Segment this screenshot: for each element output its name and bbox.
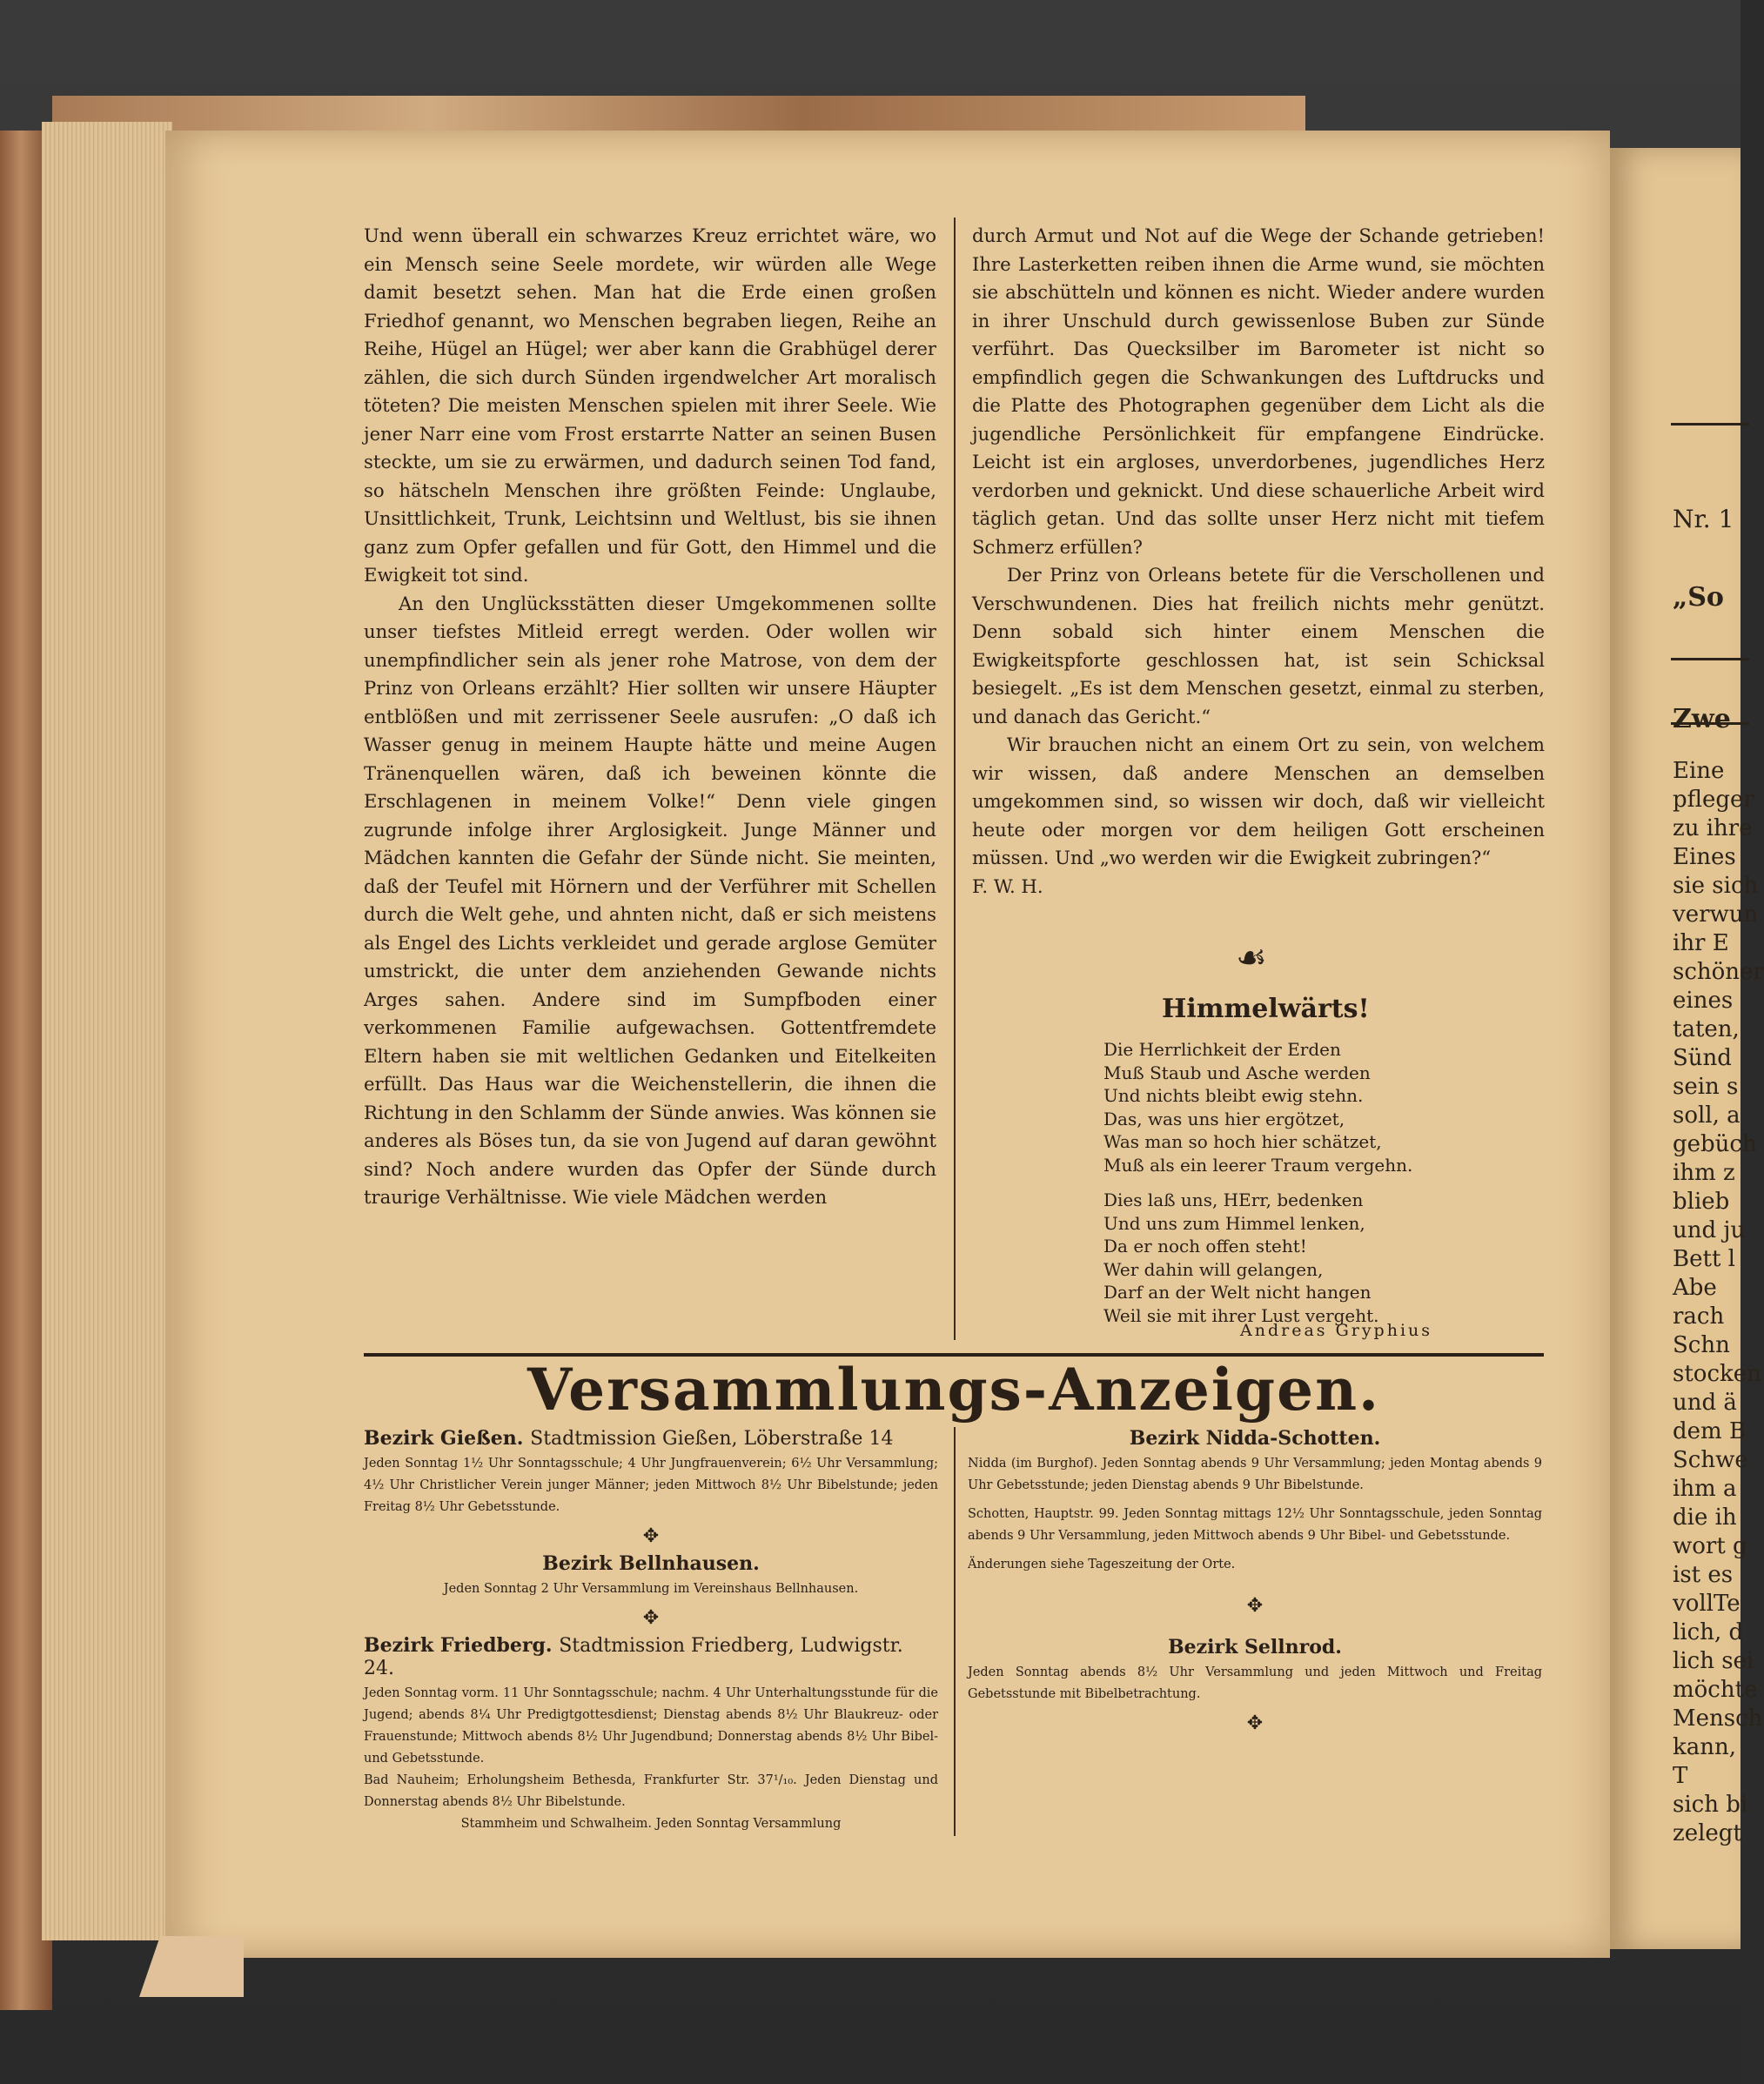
facing-page-line: stocken [1673,1361,1761,1387]
facing-page-line: ist es [1673,1562,1734,1588]
ad-nidda-schotten [968,1427,1542,1576]
article-paragraph: Und wenn überall ein schwarzes Kreuz errichtet wäre, wo ein Mensch seine Seele mordete, wir würden alle Wege damit besetzt sehen. Man hat die Erde einen großen Friedhof genannt, wo Menschen begraben liegen, Reihe an Reihe, Hügel an Hügel; wer aber kann die Grabhügel derer zählen, die sich durch Sünden irgendwelcher Art moralisch töteten? Die meisten Menschen spielen mit ihrer Seele. Wie jener Narr eine vom Frost erstarrte Natter an seinen Busen steckte, um sie zu erwärmen, und dadurch seinen Tod fand, so hätscheln Menschen ihre größten Feinde: Unglaube, Unsittlichkeit, Trunk, Leichtsinn und Weltlust, bis sie ihnen ganz zum Opfer gefallen und für Gott, den Himmel und die Ewigkeit tot sind. [364,224,936,586]
article-column-left [364,222,936,1212]
ad-heading: Bezirk Sellnrod. [1168,1636,1342,1658]
divider-ornament-icon: ✥ [1246,1712,1264,1734]
ad-note: Änderungen siehe Tageszeitung der Orte. [968,1558,1236,1571]
poem-line: Weil sie mit ihrer Lust vergeht. [1103,1304,1379,1326]
ad-bellnhausen [364,1552,938,1600]
ads-title: Versammlungs-Anzeigen. [527,1356,1381,1424]
divider-ornament-icon: ✥ [642,1525,660,1547]
facing-page-line: zu ihre [1673,815,1753,841]
facing-page-line: Eine [1673,758,1725,784]
poem-title: Himmelwärts! [1162,994,1370,1024]
facing-page-line: die ih [1673,1504,1737,1531]
facing-page-line: Sünd [1673,1045,1732,1071]
facing-page-line: blieb [1673,1189,1730,1215]
facing-page-line: Zwe [1673,704,1731,734]
poem-line: Das, was uns hier ergötzet, [1103,1108,1345,1129]
ad-heading: Bezirk Friedberg. Stadtmission Friedberg, Ludwigstr. 24. [364,1634,903,1679]
ad-text: Stammheim und Schwalheim. Jeden Sonntag Versammlung [460,1817,842,1831]
poem-author: Andreas Gryphius [1240,1321,1433,1340]
article-column-right [972,222,1545,901]
poem-line: Muß als ein leerer Traum vergehn. [1103,1154,1413,1176]
poem-line: Was man so hoch hier schätzet, [1103,1131,1382,1152]
facing-page-line: Schn [1673,1332,1730,1358]
facing-page-line: zelegt [1673,1820,1742,1846]
facing-page-line: ihr E [1673,930,1729,956]
ad-sellnrod [968,1636,1542,1705]
ad-heading: Bezirk Nidda-Schotten. [1129,1427,1381,1450]
facing-page-line: und ä [1673,1390,1737,1416]
ad-friedberg [364,1634,938,1835]
poem-line: Dies laß uns, HErr, bedenken [1103,1189,1364,1210]
facing-page-line: lich sei [1673,1648,1754,1674]
facing-page-line: sich bi [1673,1792,1748,1818]
facing-page-line: taten, [1673,1016,1740,1042]
poem-line: Muß Staub und Asche werden [1103,1062,1371,1083]
facing-page-line: ihm z [1673,1160,1735,1186]
facing-page-line: lich, d [1673,1619,1744,1645]
facing-page-line: möchte [1673,1677,1758,1703]
ads-column-left [364,1427,938,1842]
facing-page-line: Bett l [1673,1246,1735,1272]
facing-page-line: ihm a [1673,1476,1737,1502]
ad-giessen [364,1427,938,1518]
poem-line: Die Herrlichkeit der Erden [1103,1039,1341,1060]
facing-page-line: verwun [1673,901,1759,928]
article-paragraph: An den Unglücksstätten dieser Umgekommenen sollte unser tiefstes Mitleid erregt werden. Oder wollen wir unempfindlicher sein als jener rohe Matrose, von dem der Prinz von Orleans erzählt? Hier sollten wir unsere Häupter entblößen und mit zerrissener Seele ausrufen: „O daß ich Wasser genug in meinem Haupte hätte und meine Augen Tränenquellen wären, daß ich beweinen könnte die Erschlagenen in meinem Volke!“ Denn viele gingen zugrunde infolge ihrer Arglosigkeit. Junge Männer und Mädchen kannten die Gefahr der Sünde nicht. Sie meinten, daß der Teufel mit Hörnern und der Verführer mit Schellen durch die Welt gehe, und ahnten nicht, daß er sich meistens als Engel des Lichts verkleidet und gerade arglose Gemüter umstrickt, die unter dem anziehenden Gewande nichts Arges sahen. Andere sind im Sumpfboden einer verkommenen Familie aufgewachsen. Gottentfremdete Eltern haben sie mit weltlichen Gedanken und Eitelkeiten erfüllt. Das Haus war die Weichenstellerin, die ihnen die Richtung in den Schlamm der Sünde anwies. Was können sie anderes als Böses tun, da sie von Jugend auf daran gewöhnt sind? Noch andere wurden das Opfer der Sünde durch traurige Verhältnisse. Wie viele Mädchen werden [364,592,936,1208]
facing-page-line: kann, [1673,1734,1737,1760]
facing-page-line: rach [1673,1303,1725,1330]
divider-ornament-icon: ✥ [642,1607,660,1629]
article-paragraph: durch Armut und Not auf die Wege der Schande getrieben! Ihre Lasterketten reiben ihnen die Arme wund, sie möchten sie abschütteln und können es nicht. Wieder andere wurden in ihrer Unschuld durch gewissenlose Buben zur Sünde verführt. Das Quecksilber im Barometer ist nicht so empfindlich gegen die Schwankungen des Luftdrucks und die Platte des Photographen gegenüber dem Licht als die jugendliche Persönlichkeit für empfangene Eindrücke. Leicht ist ein argloses, unverdorbenes, jugendliches Herz verdorben und geknickt. Und diese schauerliche Arbeit wird täglich getan. Und das sollte unser Herz nicht mit tiefem Schmerz erfüllen? [972,224,1545,558]
facing-page-line: gebüch [1673,1131,1757,1157]
ad-heading: Bezirk Gießen. Stadtmission Gießen, Löberstraße 14 [364,1427,894,1450]
facing-page-rule [1671,423,1749,426]
facing-page-rule [1671,658,1749,660]
article-signature: F. W. H. [972,874,1043,897]
facing-page-line: Abe [1673,1275,1717,1301]
ad-text: Jeden Sonntag 1½ Uhr Sonntagsschule; 4 Uhr Jungfrauenverein; 6½ Uhr Versammlung; 4½ Uhr Christlicher Verein junger Männer; jeden Mittwoch 8½ Uhr Bibelstunde; jeden Freitag 8½ Uhr Gebetsstunde. [364,1457,938,1514]
ad-text: Jeden Sonntag abends 8½ Uhr Versammlung und jeden Mittwoch und Freitag Gebetsstunde mit Bibelbetrachtung. [968,1665,1542,1701]
ad-text: Schotten, Hauptstr. 99. Jeden Sonntag mittags 12½ Uhr Sonntagsschule, jeden Sonntag abends 9 Uhr Versammlung, jeden Mittwoch abends 9 Uhr Bibel- und Gebetsstunde. [968,1507,1542,1543]
column-divider [954,218,956,1340]
facing-page-line: sein s [1673,1074,1739,1100]
ads-column-right [968,1427,1542,1739]
article-paragraph: Wir brauchen nicht an einem Ort zu sein, von welchem wir wissen, daß andere Menschen an demselben umgekommen sind, so wissen wir doch, daß wir vielleicht heute oder morgen vor dem heiligen Gott erscheinen müssen. Und „wo werden wir die Ewigkeit zubringen?“ [972,734,1545,868]
facing-page-line: schöner [1673,959,1764,985]
facing-page-line: dem B [1673,1418,1747,1444]
facing-page [1610,148,1764,1949]
facing-page-line: vollTe [1673,1591,1741,1617]
facing-page-line: wort g [1673,1533,1747,1559]
marbled-endpaper [52,96,1305,135]
poem-stanza [1103,1189,1495,1327]
ad-text: Jeden Sonntag vorm. 11 Uhr Sonntagsschule; nachm. 4 Uhr Unterhaltungsstunde für die Jugend; abends 8¼ Uhr Predigtgottesdienst; Dienstag abends 8½ Uhr Blaukreuz- oder Frauenstunde; Mittwoch abends 8½ Uhr Jugendbund; Donnerstag abends 8½ Uhr Bibel- und Gebetsstunde. [364,1686,938,1766]
facing-page-line: Schwe [1673,1447,1748,1473]
poem-line: Und uns zum Himmel lenken, [1103,1212,1365,1234]
facing-page-line: pfleger [1673,787,1754,813]
poem-line: Und nichts bleibt ewig stehn. [1103,1085,1364,1106]
divider-ornament-icon: ✥ [1246,1595,1264,1617]
facing-page-line: „So [1673,582,1724,613]
facing-page-line: soll, a [1673,1102,1741,1129]
page-edges [42,122,172,1940]
facing-page-line: sie sich [1673,873,1759,899]
ad-text: Nidda (im Burghof). Jeden Sonntag abends 9 Uhr Versammlung; jeden Montag abends 9 Uhr Gebetsstunde; jeden Dienstag abends 9 Uhr Bibelstunde. [968,1457,1542,1492]
facing-page-line: und ju [1673,1217,1746,1243]
poem [1103,1038,1495,1339]
ad-heading: Bezirk Bellnhausen. [542,1552,760,1575]
ornament-icon: ☙ [1236,938,1267,978]
facing-page-line: Mensch [1673,1705,1763,1732]
ad-text: Bad Nauheim; Erholungsheim Bethesda, Frankfurter Str. 37¹/₁₀. Jeden Dienstag und Donnerstag abends 8½ Uhr Bibelstunde. [364,1773,938,1809]
poem-line: Da er noch offen steht! [1103,1236,1307,1256]
article-paragraph: Der Prinz von Orleans betete für die Verschollenen und Verschwundenen. Dies hat freilich nichts mehr genützt. Denn sobald sich hinter einem Menschen die Ewigkeitspforte geschlossen hat, ist sein Schicksal besiegelt. „Es ist dem Menschen gesetzt, einmal zu sterben, und danach das Gericht.“ [972,564,1545,727]
facing-page-line: Nr. 1 [1673,505,1734,533]
ad-text: Jeden Sonntag 2 Uhr Versammlung im Vereinshaus Bellnhausen. [443,1582,859,1596]
facing-page-line: eines [1673,988,1734,1014]
poem-line: Wer dahin will gelangen, [1103,1258,1324,1280]
column-divider [954,1427,956,1836]
poem-stanza [1103,1038,1495,1176]
facing-page-line: T [1673,1763,1688,1789]
poem-line: Darf an der Welt nicht hangen [1103,1282,1372,1303]
facing-page-line: Eines [1673,844,1736,870]
